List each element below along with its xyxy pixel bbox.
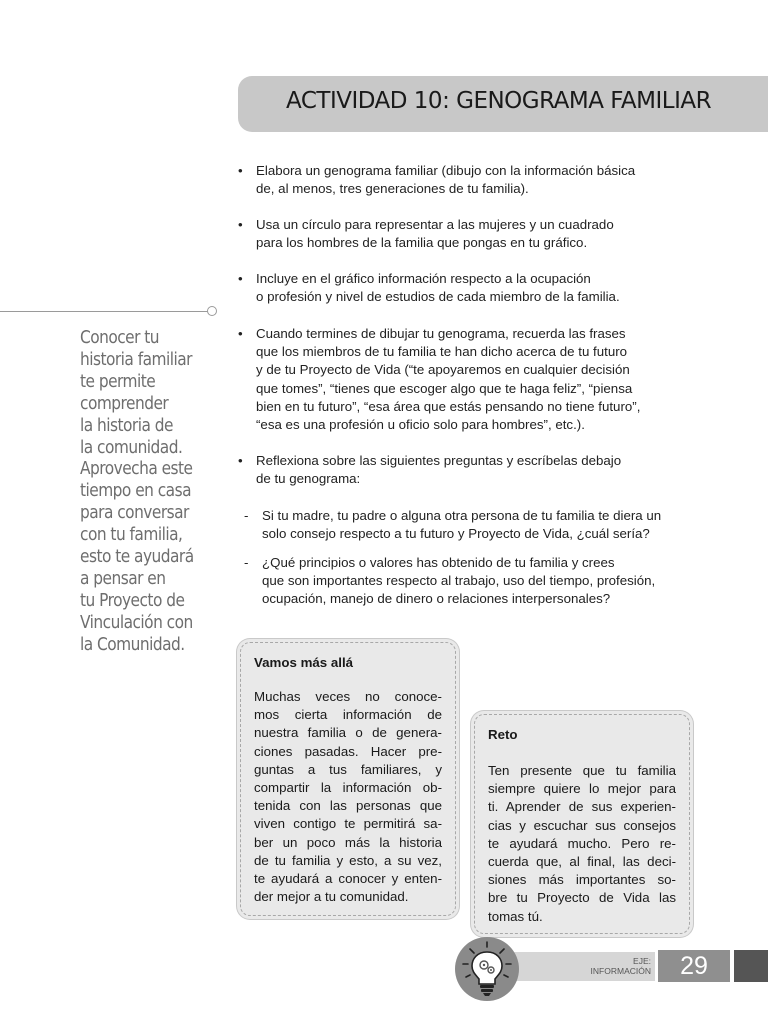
side-divider-dot xyxy=(207,306,217,316)
side-quote-line: esto te ayudará xyxy=(80,547,194,568)
box-reto xyxy=(474,714,690,934)
footer-eje-label: EJE: xyxy=(633,956,651,966)
side-quote-line: para conversar xyxy=(80,503,189,524)
side-quote-line: tiempo en casa xyxy=(80,481,191,502)
page-title: ACTIVIDAD 10: GENOGRAMA FAMILIAR xyxy=(286,88,712,114)
bullet-line: Cuando termines de dibujar tu genograma, recuerda las frases xyxy=(256,326,626,341)
bullet-line: para los hombres de la familia que pongas en tu gráfico. xyxy=(256,235,588,251)
box-text-line: der mejor a tu comunidad. xyxy=(254,889,409,905)
side-quote-line: tu Proyecto de xyxy=(80,590,185,611)
box-text-line: de tu familia y esto, a su vez, xyxy=(254,852,442,868)
bullet-line: Elabora un genograma familiar (dibujo con la información básica xyxy=(256,163,636,178)
box-text-line: siones más importantes so- xyxy=(488,872,676,888)
box-text-line: cias y escuchar sus consejos xyxy=(488,817,676,833)
box-text-line: ber un poco más la historia xyxy=(254,834,442,850)
side-quote-line: Aprovecha este xyxy=(80,459,193,480)
lightbulb-icon xyxy=(455,937,519,1001)
side-quote-line: con tu familia, xyxy=(80,525,183,546)
side-quote-line: la historia de xyxy=(80,415,173,436)
box-text-line: ti. Aprender de sus experien- xyxy=(488,799,676,815)
box-text-line: tomas tú. xyxy=(488,908,543,924)
box-text-line: Muchas veces no conoce- xyxy=(254,689,442,704)
box-text-line: tenida con las personas que xyxy=(254,798,442,814)
bullet-line: y de tu Proyecto de Vida (“te apoyaremos en cualquier decisión xyxy=(256,362,630,378)
bullet-line: Reflexiona sobre las siguientes preguntas y escríbelas debajo xyxy=(256,453,622,468)
bullet-line: que los miembros de tu familia te han dicho acerca de tu futuro xyxy=(256,344,628,360)
side-quote-line: comprender xyxy=(80,393,169,414)
box-text-line: viven contigo te permitirá sa- xyxy=(254,816,442,832)
question-line: Si tu madre, tu padre o alguna otra persona de tu familia te diera un xyxy=(262,508,662,523)
box-vamos-mas-alla xyxy=(240,642,456,916)
box-text-line: guntas a tus familiares, y xyxy=(254,761,442,777)
side-quote-line: la comunidad. xyxy=(80,437,183,458)
side-quote-line: a pensar en xyxy=(80,568,166,589)
box-text-line: nuestra familia o de genera- xyxy=(254,725,442,741)
side-quote-line: la Comunidad. xyxy=(80,634,185,655)
footer-eje xyxy=(560,956,651,976)
bullet-dot: • xyxy=(238,271,243,286)
bullet-line: “esa es una profesión u oficio solo para hombres”, etc.). xyxy=(256,417,585,432)
bullet-line: de tu genograma: xyxy=(256,471,361,487)
footer-end-block xyxy=(734,950,768,982)
bullet-line: Incluye en el gráfico información respecto a la ocupación xyxy=(256,271,591,286)
dash-mark: - xyxy=(244,555,249,570)
box-text-line: bre tu Proyecto de Vida las xyxy=(488,890,676,906)
box-vamos-title: Vamos más allá xyxy=(254,655,354,670)
box-text-line: Ten presente que tu familia xyxy=(488,763,676,778)
side-quote xyxy=(80,328,194,657)
side-divider xyxy=(0,311,208,312)
bullet-dot: • xyxy=(238,326,243,341)
question-line: solo consejo respecto a tu futuro y Proyecto de Vida, ¿cuál sería? xyxy=(262,526,650,542)
bullet-line: o profesión y nivel de estudios de cada miembro de la familia. xyxy=(256,289,620,305)
box-reto-text xyxy=(488,762,676,926)
box-vamos-text xyxy=(254,688,442,906)
side-quote-line: Conocer tu xyxy=(80,328,160,348)
dash-mark: - xyxy=(244,508,249,523)
side-quote-line: historia familiar xyxy=(80,349,192,370)
box-text-line: te ayudará a conocer y enten- xyxy=(254,871,442,887)
question-line: ¿Qué principios o valores has obtenido de tu familia y crees xyxy=(262,555,615,570)
footer-eje-value: INFORMACIÓN xyxy=(590,966,651,976)
box-reto-title: Reto xyxy=(488,727,518,742)
bullet-dot: • xyxy=(238,163,243,178)
side-quote-line: Vinculación con xyxy=(80,612,193,633)
box-text-line: compartir la información ob- xyxy=(254,780,442,796)
bullet-dot: • xyxy=(238,217,243,232)
bullet-line: que tomes”, “tienes que escoger algo que te haga feliz”, “piensa xyxy=(256,380,633,396)
question-line: ocupación, manejo de dinero o relaciones interpersonales? xyxy=(262,591,611,607)
question-line: que son importantes respecto al trabajo, uso del tiempo, profesión, xyxy=(262,573,656,589)
bullet-line: de, al menos, tres generaciones de tu familia). xyxy=(256,181,529,197)
bullet-line: bien en tu futuro”, “esa área que estás pensando no tiene futuro”, xyxy=(256,398,641,414)
page-number: 29 xyxy=(680,952,708,980)
bullet-dot: • xyxy=(238,453,243,468)
box-text-line: te ayudará mucho. Pero re- xyxy=(488,835,676,851)
box-text-line: mos cierta información de xyxy=(254,707,442,723)
box-text-line: siempre quiere lo mejor para xyxy=(488,781,676,797)
bullet-line: Usa un círculo para representar a las mujeres y un cuadrado xyxy=(256,217,614,232)
box-text-line: cuerda que, al final, las deci- xyxy=(488,854,676,870)
side-quote-line: te permite xyxy=(80,371,156,392)
box-text-line: ciones pasadas. Hacer pre- xyxy=(254,743,442,759)
